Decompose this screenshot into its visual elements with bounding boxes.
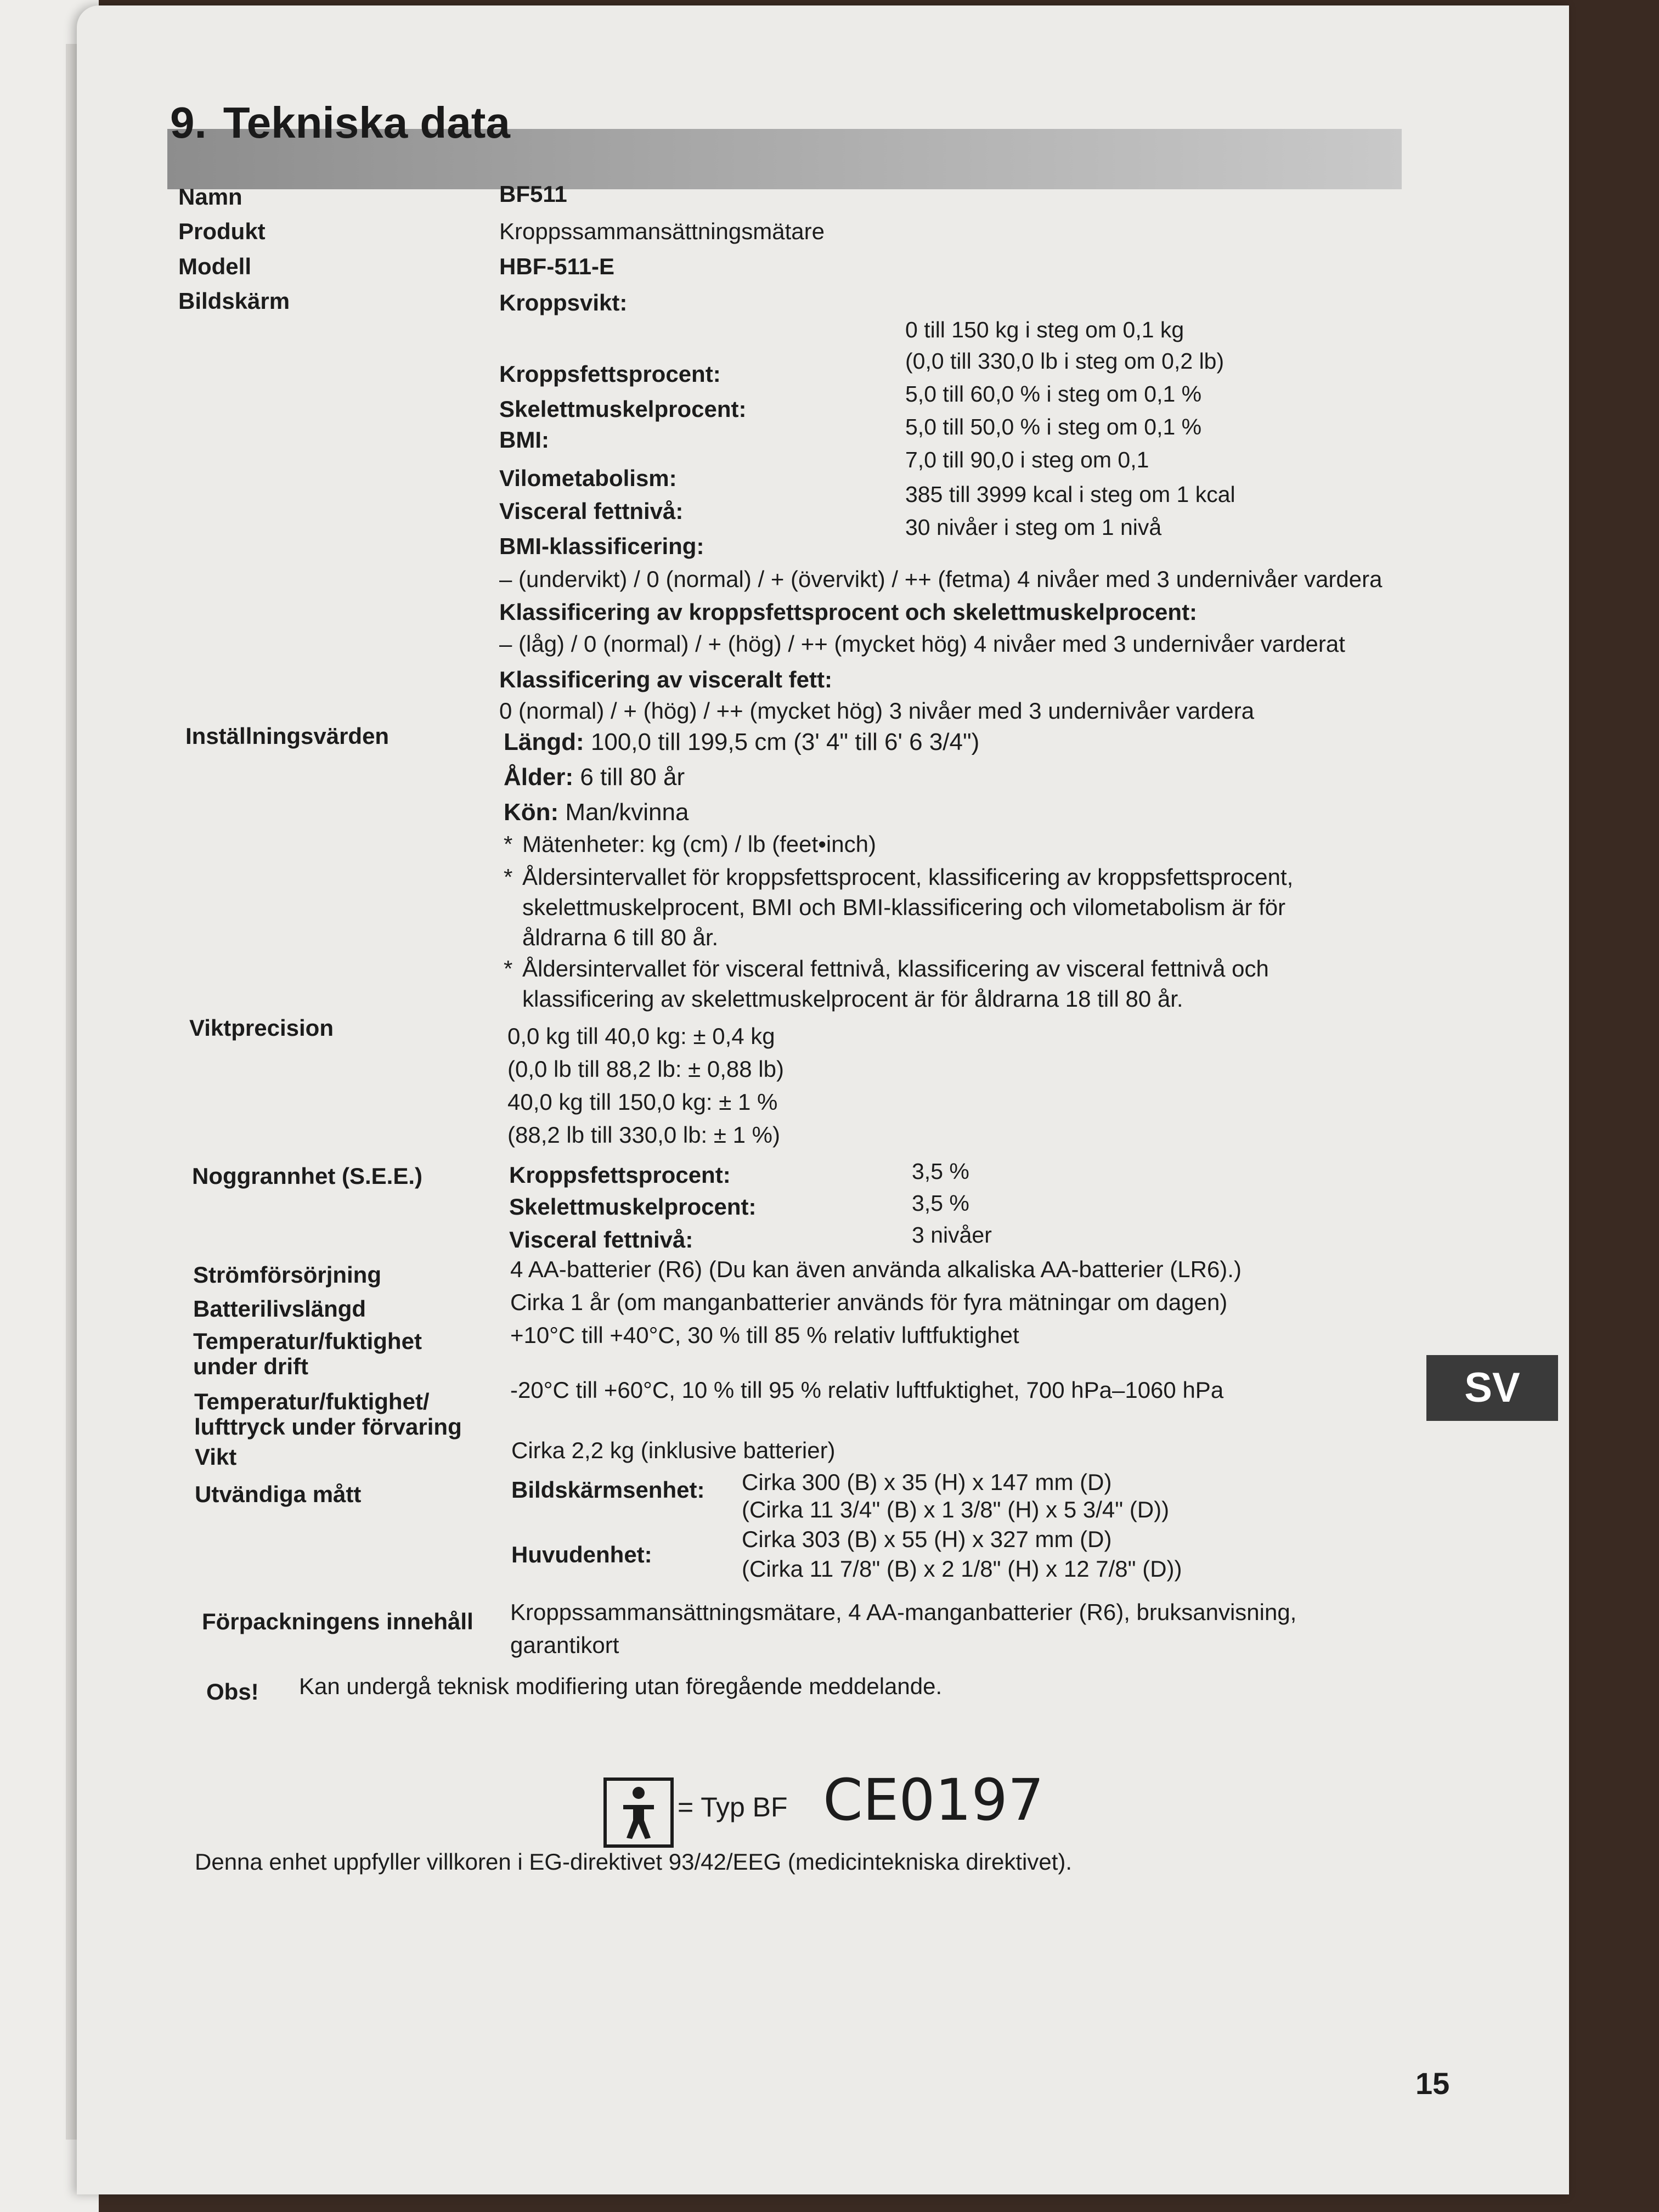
label-installning: Inställningsvärden	[185, 723, 390, 749]
value-temp-drift: +10°C till +40°C, 30 % till 85 % relativ luftfuktighet	[510, 1322, 1019, 1348]
value-vf-klass: 0 (normal) / + (hög) / ++ (mycket hög) 3 nivåer med 3 undernivåer vardera	[499, 698, 1255, 724]
section-number: 9.	[170, 98, 207, 147]
value-kroppsvikt-1: 0 till 150 kg i steg om 0,1 kg	[905, 317, 1184, 342]
value-bildskarmsenhet-2: (Cirka 11 3/4" (B) x 1 3/8" (H) x 5 3/4" (D))	[742, 1497, 1170, 1522]
key-bildskarmsenhet: Bildskärmsenhet:	[511, 1477, 705, 1503]
obs-label: Obs!	[206, 1679, 259, 1705]
key-skelett: Skelettmuskelprocent:	[499, 396, 747, 422]
value-vikt: Cirka 2,2 kg (inklusive batterier)	[511, 1437, 836, 1463]
value-nogg-skelett: 3,5 %	[912, 1190, 969, 1216]
installning-kon	[504, 799, 689, 826]
label-temp-drift	[193, 1329, 422, 1379]
key-alder: Ålder:	[504, 764, 574, 791]
footer-directive: Denna enhet uppfyller villkoren i EG-direktivet 93/42/EEG (medicintekniska direktivet).	[195, 1849, 1073, 1875]
key-nogg-kroppsfett: Kroppsfettsprocent:	[509, 1162, 731, 1188]
value-viktprecision-4: (88,2 lb till 330,0 lb: ± 1 %)	[507, 1122, 780, 1148]
value-namn: BF511	[499, 181, 567, 207]
key-vilo: Vilometabolism:	[499, 465, 677, 491]
value-nogg-visceral: 3 nivåer	[912, 1222, 992, 1248]
value-modell: HBF-511-E	[499, 253, 615, 279]
key-langd: Längd:	[504, 729, 584, 755]
section-title-text: Tekniska data	[223, 98, 510, 147]
note-star-2: *	[504, 864, 513, 890]
label-temp-forvaring-2: lufttryck under förvaring	[194, 1414, 462, 1440]
label-temp-forvaring-1: Temperatur/fuktighet/	[194, 1389, 430, 1414]
value-kon: Man/kvinna	[565, 799, 689, 826]
value-bmi-klass: – (undervikt) / 0 (normal) / + (övervikt) / ++ (fetma) 4 nivåer med 3 undernivåer vardera	[499, 566, 1383, 592]
label-modell: Modell	[178, 253, 251, 279]
language-tab: SV	[1426, 1355, 1558, 1421]
note-matenheter: Mätenheter: kg (cm) / lb (feet•inch)	[522, 831, 876, 857]
value-bildskarmsenhet-1: Cirka 300 (B) x 35 (H) x 147 mm (D)	[742, 1469, 1112, 1495]
ce-mark: CE0197	[823, 1767, 1044, 1833]
label-batteri: Batterilivslängd	[193, 1296, 366, 1322]
value-vilo: 385 till 3999 kcal i steg om 1 kcal	[905, 482, 1235, 507]
key-huvudenhet: Huvudenhet:	[511, 1542, 652, 1567]
obs-text: Kan undergå teknisk modifiering utan föregående meddelande.	[299, 1673, 943, 1699]
key-nogg-skelett: Skelettmuskelprocent:	[509, 1194, 757, 1220]
value-huvudenhet-2: (Cirka 11 7/8" (B) x 2 1/8" (H) x 12 7/8" (D))	[742, 1556, 1182, 1582]
note-alder-2b: klassificering av skelettmuskelprocent är för åldrarna 18 till 80 år.	[522, 986, 1183, 1012]
label-temp-drift-2: under drift	[193, 1353, 308, 1379]
type-bf-text: = Typ BF	[678, 1792, 788, 1822]
value-huvudenhet-1: Cirka 303 (B) x 55 (H) x 327 mm (D)	[742, 1526, 1112, 1552]
value-visceral: 30 nivåer i steg om 1 nivå	[905, 515, 1162, 540]
value-nogg-kroppsfett: 3,5 %	[912, 1159, 969, 1184]
installning-langd	[504, 729, 979, 756]
label-strom: Strömförsörjning	[193, 1262, 381, 1288]
key-nogg-visceral: Visceral fettnivå:	[509, 1227, 693, 1252]
value-produkt: Kroppssammansättningsmätare	[499, 218, 825, 244]
key-visceral: Visceral fettnivå:	[499, 498, 684, 524]
value-forpackning-1: Kroppssammansättningsmätare, 4 AA-manganbatterier (R6), bruksanvisning,	[510, 1599, 1297, 1625]
key-kon: Kön:	[504, 799, 559, 826]
note-alder-2a: Åldersintervallet för visceral fettnivå, klassificering av visceral fettnivå och	[522, 956, 1269, 981]
note-star-3: *	[504, 956, 513, 981]
label-produkt: Produkt	[178, 218, 266, 244]
manual-page	[77, 5, 1569, 2194]
key-bmi-klass: BMI-klassificering:	[499, 533, 704, 559]
value-strom: 4 AA-batterier (R6) (Du kan även använda alkaliska AA-batterier (LR6).)	[510, 1256, 1242, 1282]
note-alder-1b: skelettmuskelprocent, BMI och BMI-klassificering och vilometabolism är för	[522, 894, 1286, 920]
value-forpackning-2: garantikort	[510, 1632, 619, 1658]
installning-alder	[504, 764, 685, 791]
label-temp-drift-1: Temperatur/fuktighet	[193, 1328, 422, 1354]
value-viktprecision-3: 40,0 kg till 150,0 kg: ± 1 %	[507, 1089, 778, 1115]
label-bildskarm: Bildskärm	[178, 288, 290, 314]
type-bf-icon	[603, 1778, 674, 1848]
key-vf-klass: Klassificering av visceralt fett:	[499, 667, 832, 692]
value-kroppsfett: 5,0 till 60,0 % i steg om 0,1 %	[905, 381, 1202, 407]
label-viktprecision: Viktprecision	[189, 1015, 334, 1041]
value-bmi: 7,0 till 90,0 i steg om 0,1	[905, 447, 1149, 472]
value-viktprecision-2: (0,0 lb till 88,2 lb: ± 0,88 lb)	[507, 1056, 784, 1082]
value-kf-klass: – (låg) / 0 (normal) / + (hög) / ++ (mycket hög) 4 nivåer med 3 undernivåer varderat	[499, 631, 1345, 657]
value-temp-forvaring: -20°C till +60°C, 10 % till 95 % relativ luftfuktighet, 700 hPa–1060 hPa	[510, 1377, 1224, 1403]
value-skelett: 5,0 till 50,0 % i steg om 0,1 %	[905, 414, 1202, 439]
value-viktprecision-1: 0,0 kg till 40,0 kg: ± 0,4 kg	[507, 1023, 775, 1049]
note-alder-1c: åldrarna 6 till 80 år.	[522, 924, 719, 950]
value-kroppsvikt-2: (0,0 till 330,0 lb i steg om 0,2 lb)	[905, 348, 1224, 374]
label-vikt: Vikt	[195, 1444, 237, 1470]
key-kroppsfett: Kroppsfettsprocent:	[499, 361, 721, 387]
section-title	[170, 98, 510, 148]
label-forpackning: Förpackningens innehåll	[202, 1609, 473, 1634]
value-langd: 100,0 till 199,5 cm (3' 4" till 6' 6 3/4")	[590, 729, 980, 755]
label-noggrannhet: Noggrannhet (S.E.E.)	[192, 1163, 422, 1189]
value-batteri: Cirka 1 år (om manganbatterier används för fyra mätningar om dagen)	[510, 1289, 1228, 1315]
label-namn: Namn	[178, 184, 242, 210]
key-bmi: BMI:	[499, 427, 549, 453]
key-kroppsvikt: Kroppsvikt:	[499, 290, 628, 315]
note-star-1: *	[504, 831, 513, 857]
page-number: 15	[1415, 2066, 1450, 2101]
key-kf-klass: Klassificering av kroppsfettsprocent och skelettmuskelprocent:	[499, 599, 1198, 625]
label-matt: Utvändiga mått	[195, 1481, 362, 1507]
value-alder: 6 till 80 år	[580, 764, 685, 791]
note-alder-1a: Åldersintervallet för kroppsfettsprocent, klassificering av kroppsfettsprocent,	[522, 864, 1294, 890]
label-temp-forvaring	[194, 1389, 462, 1440]
